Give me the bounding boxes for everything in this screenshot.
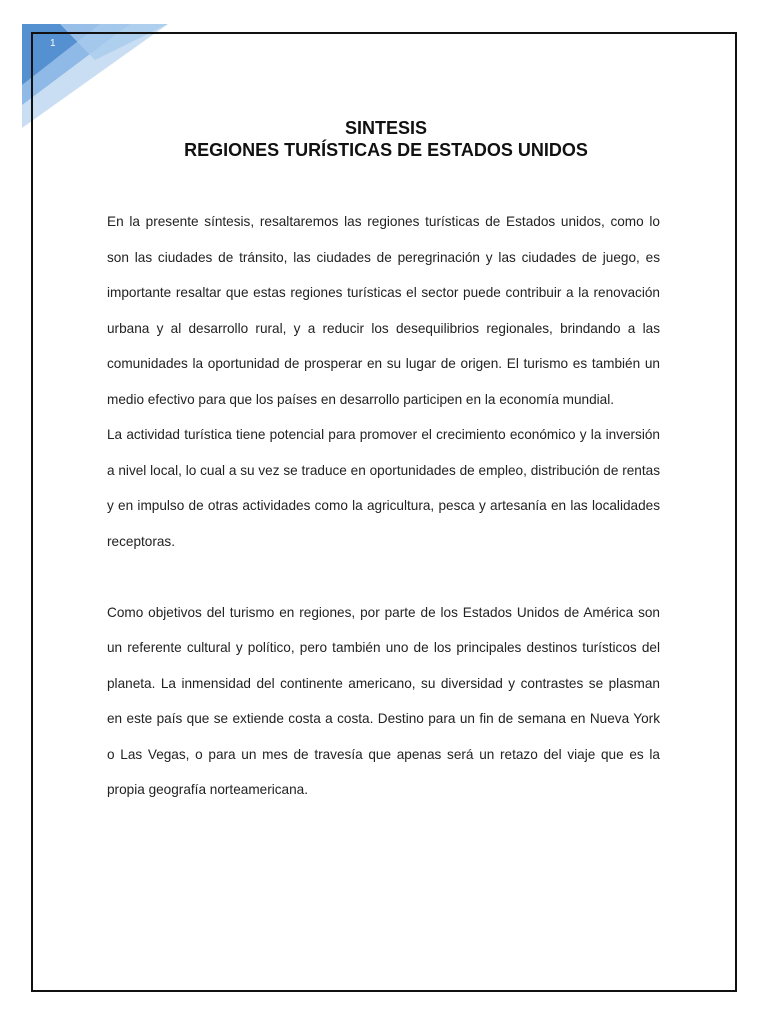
paragraph-spacer xyxy=(107,559,660,595)
paragraph-activity: La actividad turística tiene potencial para promover el crecimiento económico y la inversión a nivel local, lo cual a su vez se traduce en oportunidades de empleo, distribución de rentas y en impulso de otras actividades como la agricultura, pesca y artesanía en las localidades receptoras. xyxy=(107,427,660,549)
title-block xyxy=(36,117,736,161)
paragraph-intro: En la presente síntesis, resaltaremos las regiones turísticas de Estados unidos, como lo son las ciudades de tránsito, las ciudades de peregrinación y las ciudades de juego, es importante resaltar que estas regiones turísticas el sector puede contribuir a la renovación urbana y al desarrollo rural, y a reducir los desequilibrios regionales, brindando a las comunidades la oportunidad de prosperar en su lugar de origen. El turismo es también un medio efectivo para que los países en desarrollo participen en la economía mundial. xyxy=(107,214,660,407)
document-subtitle: REGIONES TURÍSTICAS DE ESTADOS UNIDOS xyxy=(184,140,588,160)
document-body xyxy=(107,204,660,808)
document-title: SINTESIS xyxy=(344,118,428,138)
page-number: 1 xyxy=(50,38,56,49)
paragraph-objectives: Como objetivos del turismo en regiones, por parte de los Estados Unidos de América son un referente cultural y político, pero también uno de los principales destinos turísticos del planeta. La inmensidad del continente americano, su diversidad y contrastes se plasman en este país que se extiende costa a costa. Destino para un fin de semana en Nueva York o Las Vegas, o para un mes de travesía que apenas será un retazo del viaje que es la propia geografía norteamericana. xyxy=(107,604,660,797)
